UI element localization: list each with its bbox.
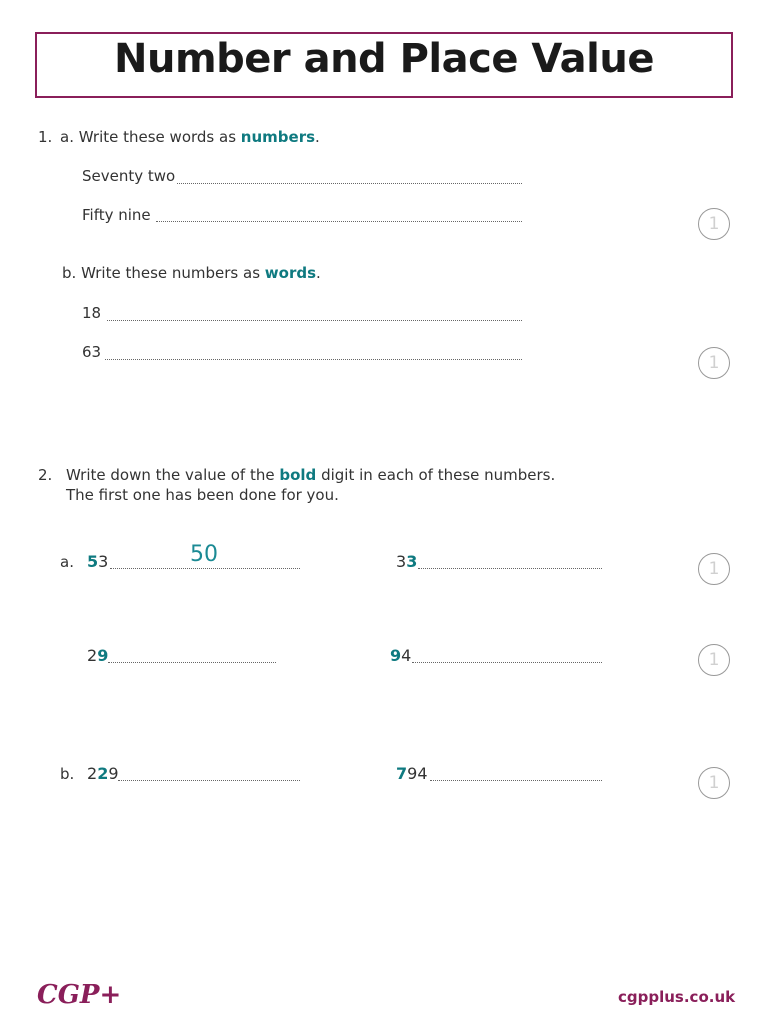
q1a-prompt-key: numbers xyxy=(240,128,316,146)
q1a-item-label: Fifty nine xyxy=(82,206,151,224)
answer-line-q1b-2[interactable] xyxy=(105,359,522,360)
q1a-item-label: Seventy two xyxy=(82,167,176,185)
q1b-label: b. xyxy=(62,264,77,282)
footer-url[interactable]: cgpplus.co.uk xyxy=(618,988,736,1006)
q2-number-item: 229 xyxy=(87,764,119,783)
q1b-prompt xyxy=(62,264,321,282)
answer-line-q1b-1[interactable] xyxy=(107,320,522,321)
q2-number-item: 33 xyxy=(396,552,418,571)
q2-number-item: 94 xyxy=(390,646,412,665)
answer-line[interactable] xyxy=(418,568,602,569)
q2-prompt-text: Write down the value of the xyxy=(66,466,275,484)
example-answer: 50 xyxy=(190,542,218,567)
q2-number-item: 29 xyxy=(87,646,109,665)
q2-prompt-line2: The first one has been done for you. xyxy=(66,486,339,504)
answer-line[interactable] xyxy=(118,780,300,781)
cgp-logo: CGP+ xyxy=(37,980,122,1010)
mark-circle: 1 xyxy=(698,208,730,240)
q1-number: 1. xyxy=(38,128,53,146)
q1a-prompt-end: . xyxy=(315,128,320,146)
mark-circle: 1 xyxy=(698,553,730,585)
page-title: Number and Place Value xyxy=(114,36,654,82)
q2-prompt-rest: digit in each of these numbers. xyxy=(321,466,556,484)
q2-prompt-key: bold xyxy=(279,466,317,484)
q2-prompt xyxy=(66,466,555,484)
q2a-label: a. xyxy=(60,553,74,571)
q2-number-item: 53 xyxy=(87,552,109,571)
answer-line[interactable] xyxy=(108,662,276,663)
mark-circle: 1 xyxy=(698,767,730,799)
q2-number-item: 794 xyxy=(396,764,428,783)
q2b-label: b. xyxy=(60,765,75,783)
q2-number: 2. xyxy=(38,466,53,484)
q1b-prompt-end: . xyxy=(316,264,321,282)
q1b-item-label: 18 xyxy=(82,304,102,322)
answer-line-q1a-2[interactable] xyxy=(156,221,522,222)
q1b-prompt-text: Write these numbers as xyxy=(81,264,261,282)
answer-line[interactable] xyxy=(430,780,602,781)
mark-circle: 1 xyxy=(698,644,730,676)
mark-circle: 1 xyxy=(698,347,730,379)
q1a-label: a. xyxy=(60,128,74,146)
answer-line-q1a-1[interactable] xyxy=(177,183,522,184)
answer-line[interactable] xyxy=(110,568,300,569)
q1b-item-label: 63 xyxy=(82,343,102,361)
q1a-prompt xyxy=(60,128,320,146)
q1b-prompt-key: words xyxy=(264,264,317,282)
q1a-prompt-text: Write these words as xyxy=(78,128,237,146)
answer-line[interactable] xyxy=(412,662,602,663)
